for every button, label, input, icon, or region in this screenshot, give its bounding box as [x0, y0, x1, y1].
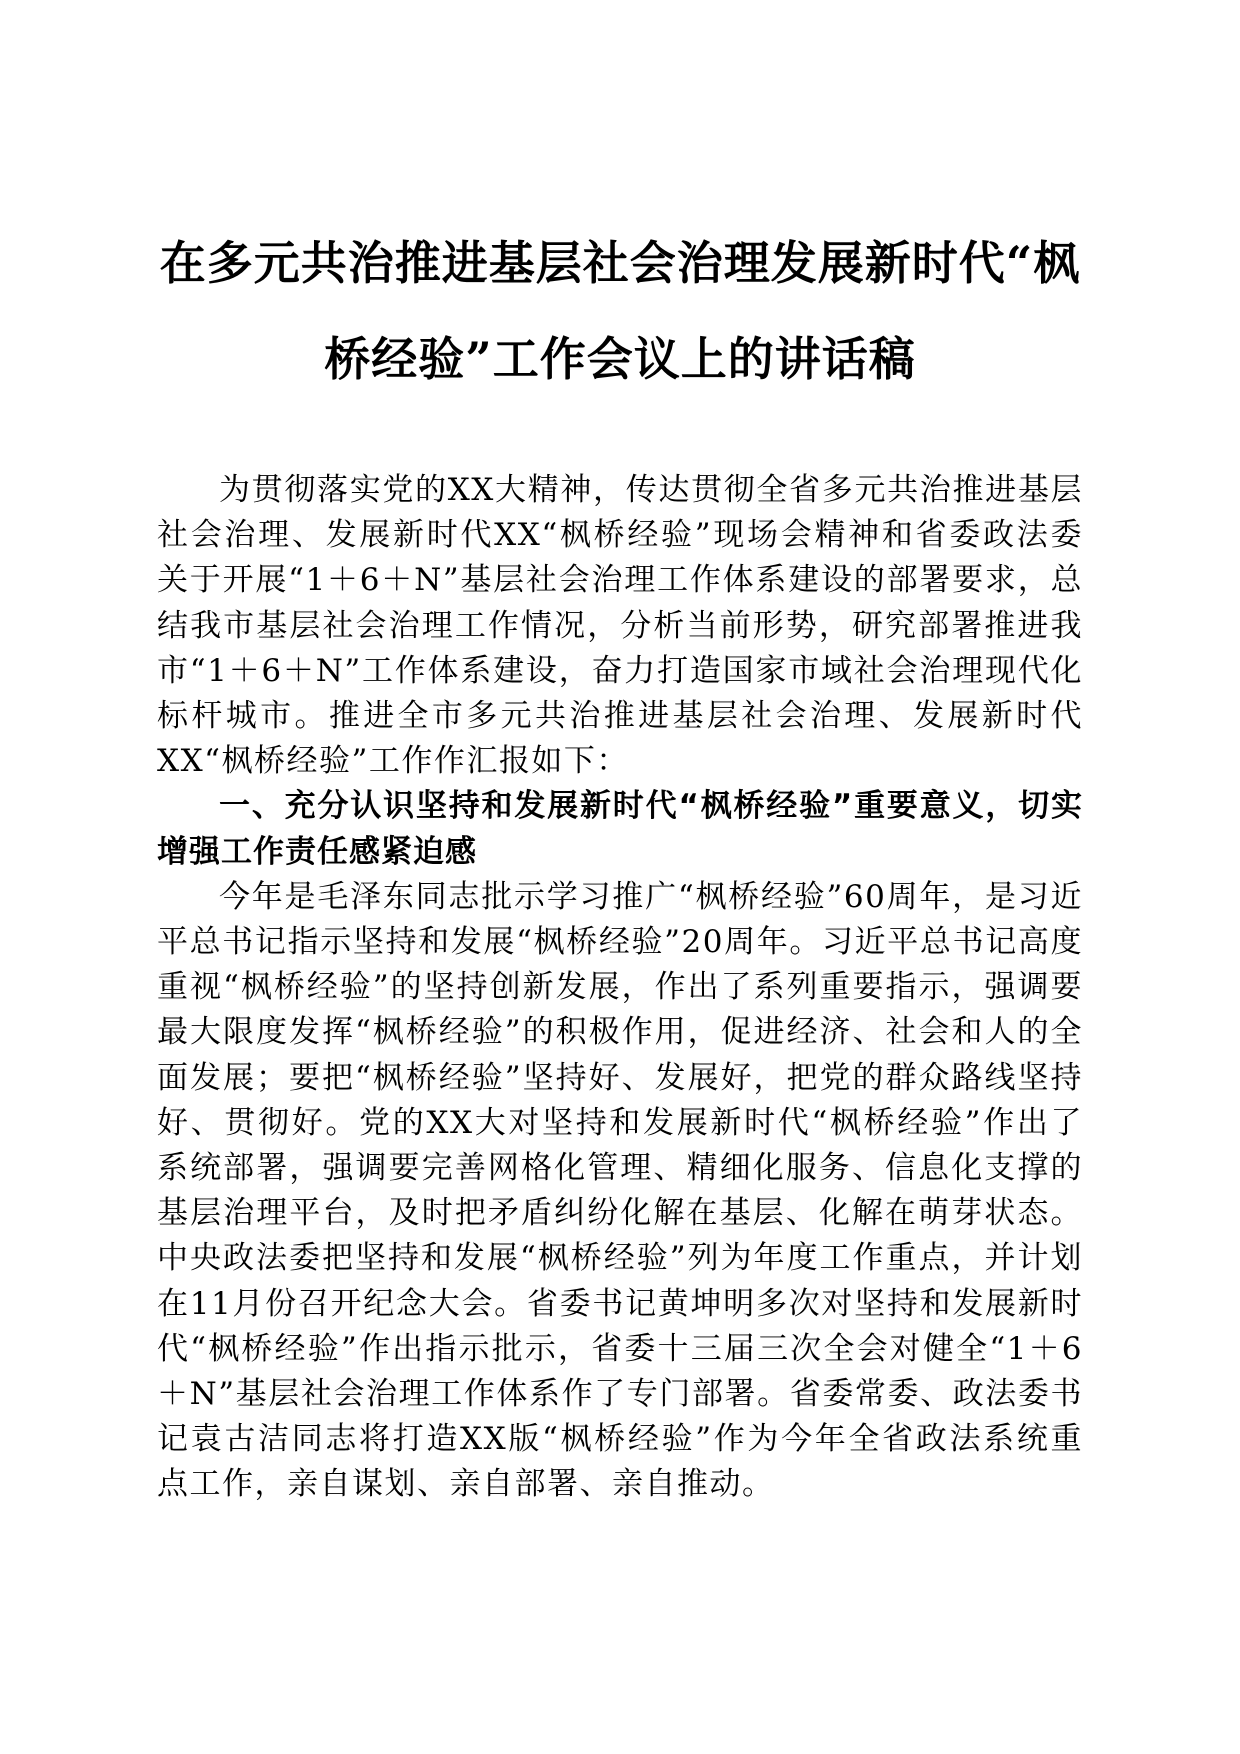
document-body: [157, 468, 1083, 1508]
section-paragraph: 今年是毛泽东同志批示学习推广“枫桥经验”60周年，是习近平总书记指示坚持和发展“枫桥经验”20周年。习近平总书记高度重视“枫桥经验”的坚持创新发展，作出了系列重要指示，强调要最大限度发挥“枫桥经验”的积极作用，促进经济、社会和人的全面发展；要把“枫桥经验”坚持好、发展好，把党的群众路线坚持好、贯彻好。党的XX大对坚持和发展新时代“枫桥经验”作出了系统部署，强调要完善网格化管理、精细化服务、信息化支撑的基层治理平台，及时把矛盾纠纷化解在基层、化解在萌芽状态。中央政法委把坚持和发展“枫桥经验”列为年度工作重点，并计划在11月份召开纪念大会。省委书记黄坤明多次对坚持和发展新时代“枫桥经验”作出指示批示，省委十三届三次全会对健全“1＋6＋N”基层社会治理工作体系作了专门部署。省委常委、政法委书记袁古洁同志将打造XX版“枫桥经验”作为今年全省政法系统重点工作，亲自谋划、亲自部署、亲自推动。: [157, 878, 1083, 1503]
document-title: 在多元共治推进基层社会治理发展新时代“枫桥经验”工作会议上的讲话稿: [159, 236, 1081, 386]
intro-paragraph: 为贯彻落实党的XX大精神，传达贯彻全省多元共治推进基层社会治理、发展新时代XX“枫桥经验”现场会精神和省委政法委关于开展“1＋6＋N”基层社会治理工作体系建设的部署要求，总结我市基层社会治理工作情况，分析当前形势，研究部署推进我市“1＋6＋N”工作体系建设，奋力打造国家市域社会治理现代化标杆城市。推进全市多元共治推进基层社会治理、发展新时代XX“枫桥经验”工作作汇报如下：: [157, 472, 1083, 780]
section-heading: 一、充分认识坚持和发展新时代“枫桥经验”重要意义，切实增强工作责任感紧迫感: [157, 788, 1083, 870]
